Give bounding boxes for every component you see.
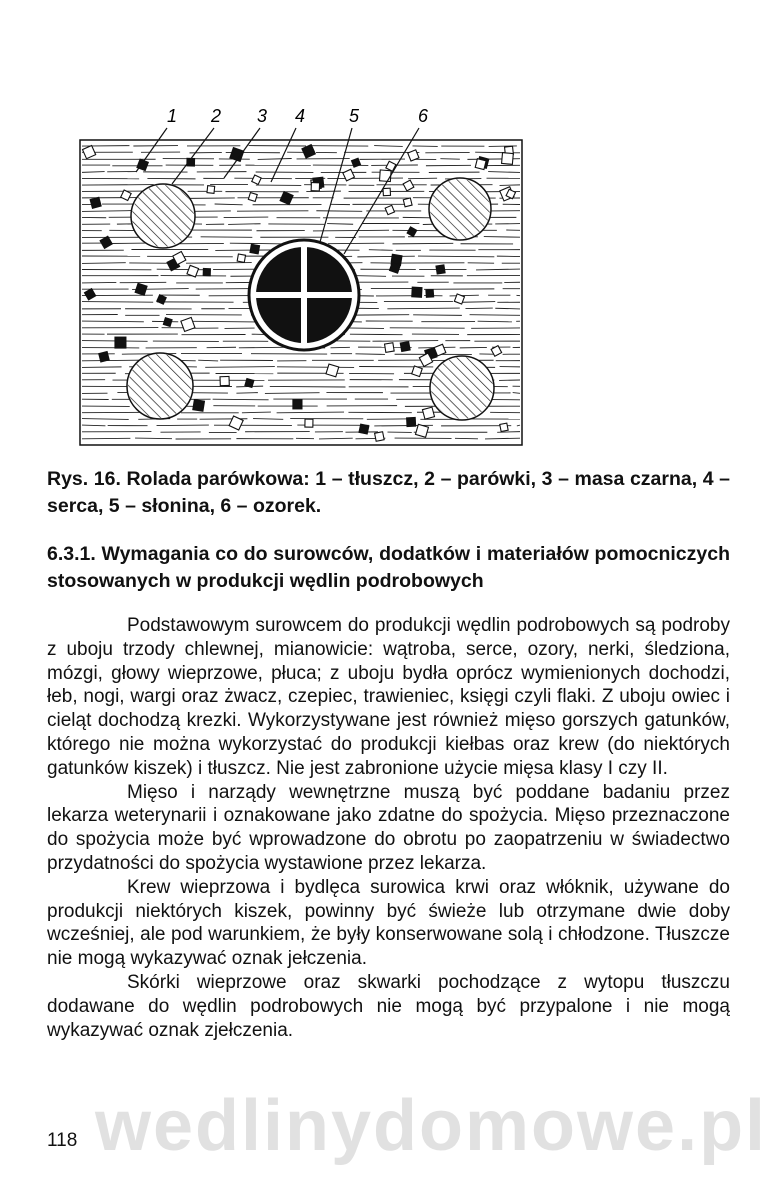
heart-piece bbox=[412, 287, 422, 297]
fat-piece bbox=[311, 183, 319, 191]
label-6: 6 bbox=[418, 106, 429, 126]
heart-piece bbox=[99, 352, 109, 362]
heart-piece bbox=[250, 244, 260, 254]
heart-piece bbox=[359, 424, 369, 434]
fat-piece bbox=[502, 153, 514, 165]
heart-piece bbox=[193, 400, 205, 412]
texture-stroke bbox=[234, 178, 292, 179]
figure-caption: Rys. 16. Rolada parówkowa: 1 – tłuszcz, 2 – parówki, 3 – masa czarna, 4 – serca, 5 – słonina, 6 – ozorek. bbox=[47, 468, 730, 517]
heart-piece bbox=[293, 400, 302, 409]
texture-stroke bbox=[412, 146, 437, 147]
label-3: 3 bbox=[257, 106, 268, 126]
fat-piece bbox=[380, 170, 392, 182]
heart-piece bbox=[426, 290, 434, 298]
texture-stroke bbox=[350, 334, 403, 335]
heart-piece bbox=[135, 283, 147, 295]
heart-piece bbox=[436, 265, 445, 274]
fat-piece bbox=[207, 186, 215, 194]
section-heading: 6.3.1. Wymagania co do surowców, dodatków i materiałów pomocniczych stosowanych w produkcji wędlin podrobowych bbox=[47, 543, 730, 592]
texture-stroke bbox=[316, 211, 362, 212]
texture-stroke bbox=[270, 386, 346, 387]
fat-piece bbox=[475, 159, 486, 170]
fat-piece bbox=[248, 193, 257, 202]
texture-stroke bbox=[186, 263, 252, 264]
texture-stroke bbox=[331, 347, 350, 348]
fat-piece bbox=[415, 424, 428, 437]
texture-stroke bbox=[224, 217, 269, 218]
texture-stroke bbox=[213, 399, 269, 400]
heart-piece bbox=[90, 197, 101, 208]
texture-stroke bbox=[135, 438, 172, 439]
texture-stroke bbox=[201, 237, 253, 238]
sausage-bottom-right-hatch bbox=[431, 357, 493, 419]
fat-piece bbox=[305, 419, 313, 427]
paragraph-2: Mięso i narządy wewnętrzne muszą być poddane badaniu przez lekarza weterynarii i oznakowane jako zdatne do spożycia. Mięso przeznaczone do spożycia może być wprowadzone do obrotu po zaopatrzeniu w świadectwo przydatności do spożycia wystawione przez lekarza. bbox=[47, 781, 730, 874]
label-5: 5 bbox=[349, 106, 360, 126]
texture-stroke bbox=[369, 250, 393, 251]
label-4: 4 bbox=[295, 106, 306, 126]
texture-stroke bbox=[82, 282, 116, 283]
texture-stroke bbox=[82, 302, 153, 303]
heart-piece bbox=[115, 337, 126, 348]
fat-piece bbox=[220, 376, 229, 385]
paragraph-1: Podstawowym surowcem do produkcji wędlin podrobowych są podroby z uboju trzody chlewnej, mianowicie: wątroba, serce, ozory, nerki, śledziona, mózgi, głowy wieprzowe, płuca; z uboju bydła oprócz wymienionych dochodzi, łeb, nogi, wargi oraz żwacz, czepiec, trawieniec, księgi czyli flaki. Z uboju owiec i cieląt dochodzą krezki. Wykorzystywane jest również mięso gorszych gatunków, którego nie można wykorzystać do produkcji kiełbas oraz krew (do niektórych gatunków kiszek) i tłuszcz. Nie jest zabronione użycie mięsa klasy I czy II. bbox=[47, 615, 730, 779]
texture-stroke bbox=[470, 315, 520, 316]
fat-piece bbox=[383, 188, 390, 195]
paragraph-4: Skórki wieprzowe oraz skwarki pochodzące z wytopu tłuszczu dodawane do wędlin podrobowych nie mogą być przypalone i nie mogą wykazywać oznak zjełczenia. bbox=[47, 971, 730, 1041]
heart-piece bbox=[400, 342, 410, 352]
page-number: 118 bbox=[47, 1130, 78, 1151]
texture-stroke bbox=[277, 367, 354, 368]
fat-piece bbox=[500, 423, 508, 431]
texture-stroke bbox=[236, 393, 257, 394]
texture-stroke bbox=[413, 315, 462, 316]
sausage-bottom-left-hatch bbox=[128, 354, 192, 418]
sausage-top-left-hatch bbox=[132, 185, 194, 247]
fat-piece bbox=[326, 364, 339, 377]
fat-piece bbox=[375, 432, 385, 442]
fat-piece bbox=[412, 366, 423, 377]
fat-piece bbox=[385, 343, 395, 353]
texture-stroke bbox=[157, 425, 209, 426]
texture-stroke bbox=[484, 237, 520, 238]
heart-piece bbox=[245, 379, 254, 388]
body-text bbox=[47, 614, 730, 1042]
paragraph-3: Krew wieprzowa i bydlęca surowica krwi oraz włóknik, używane do produkcji niektórych kiszek, powinny być świeże lub otrzymane dwie doby wcześniej, ale pod warunkiem, że były konserwowane solą i chłodzone. Tłuszcze nie mogą wykazywać oznak jełczenia. bbox=[47, 876, 730, 970]
rolada-cross-section-diagram bbox=[74, 104, 534, 454]
texture-stroke bbox=[500, 185, 520, 186]
heart-piece bbox=[203, 268, 210, 275]
heart-piece bbox=[407, 417, 416, 426]
texture-stroke bbox=[440, 159, 459, 160]
fat-piece bbox=[422, 407, 434, 419]
label-1: 1 bbox=[167, 106, 178, 126]
heart-piece bbox=[163, 318, 172, 327]
texture-stroke bbox=[82, 367, 122, 368]
fat-piece bbox=[403, 198, 412, 207]
watermark: wedlinydomowe.pl bbox=[95, 1086, 768, 1166]
label-2: 2 bbox=[211, 106, 222, 126]
sausage-top-right-hatch bbox=[430, 179, 490, 239]
fat-piece bbox=[237, 254, 245, 262]
texture-stroke bbox=[392, 243, 453, 244]
rolada-figure bbox=[74, 104, 534, 454]
